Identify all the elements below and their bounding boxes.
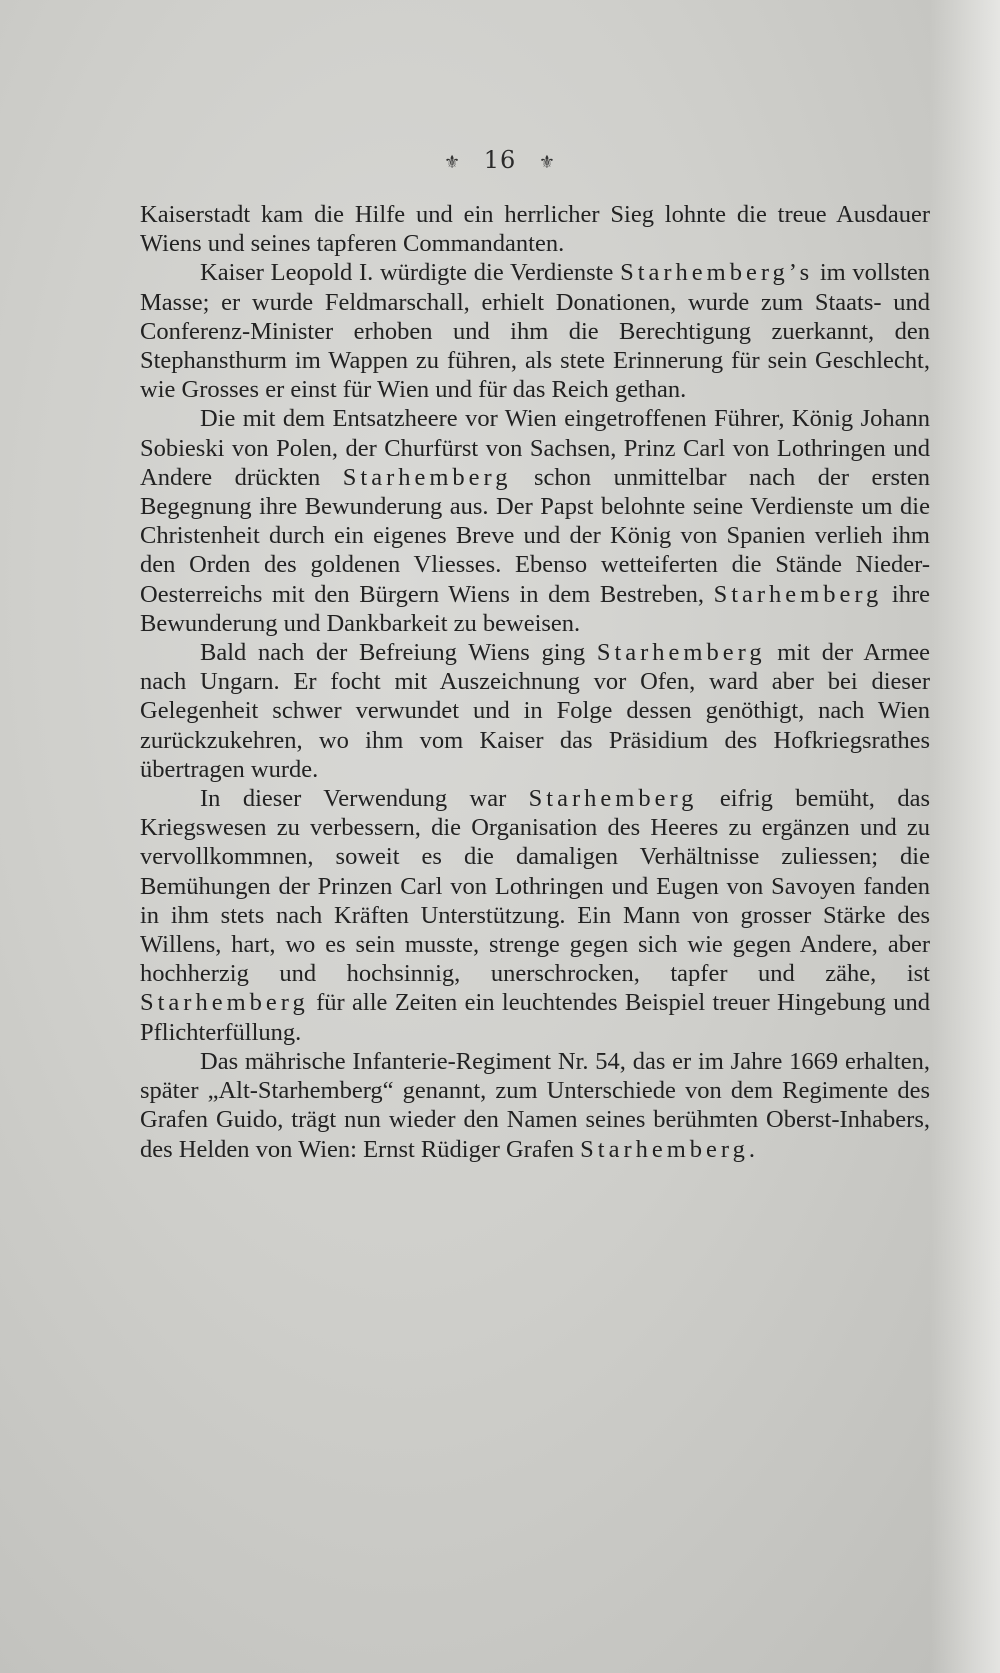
page-header [0,146,1000,174]
name-emphasis: Starhemberg’s [620,259,814,287]
ornament-left-icon: ⚜ [443,152,462,173]
name-emphasis: Starhemberg [580,1135,749,1163]
paragraph-text: ihre Bewunderung und Dankbarkeit zu beweisen. [140,580,930,637]
name-emphasis: Starhemberg [342,463,512,491]
paragraph [140,258,930,404]
paragraph [140,200,930,258]
paragraph-text: für alle Zeiten ein leuchtendes Beispiel treuer Hingebung und Pflichterfüllung. [140,989,930,1046]
paragraph-text: im vollsten Masse; er wurde Feldmarschall, erhielt Donationen, wurde zum Staats- und Conferenz-Minister erhoben und ihm die Berechtigung zuerkannt, den Stephansthurm im Wappen zu führen, als stete Erinnerung für sein Geschlecht, wie Grosses er einst für Wien und für das Reich gethan. [140,259,930,404]
page-number: 16 [483,146,517,174]
paragraph-text: schon unmittelbar nach der ersten Begegnung ihre Bewunderung aus. Der Papst belohnte seine Verdienste um die Christenheit durch ein eigenes Breve und der König von Spanien verlieh ihm den Orden des goldenen Vliesses. Ebenso wetteiferten die Stände Nieder-Oesterreichs mit den Bürgern Wiens in dem Bestreben, [140,463,930,608]
name-emphasis: Starhemberg [713,580,883,608]
paragraph-text: eifrig bemüht, das Kriegswesen zu verbessern, die Organisation des Heeres zu ergänzen und zu vervollkommnen, soweit es die damaligen Verhältnisse zuliessen; die Bemühungen der Prinzen Carl von Lothringen und Eugen von Savoyen fanden in ihm stets nach Kräften Unterstützung. Ein Mann von grosser Stärke des Willens, hart, wo es sein musste, strenge gegen sich wie gegen Andere, aber hochherzig und hochsinnig, unerschrocken, tapfer und zähe, ist [140,785,930,988]
paragraph-text: In dieser Verwendung war [200,785,529,813]
paragraph-text: Kaiser Leopold I. würdigte die Verdienste [200,259,621,287]
paragraph-text: mit der Armee nach Ungarn. Er focht mit Auszeichnung vor Ofen, ward aber bei dieser Gelegenheit schwer verwundet und in Folge dessen genöthigt, nach Wien zurückzukehren, wo ihm vom Kaiser das Präsidium des Hofkriegsrathes übertragen wurde. [140,639,930,783]
paragraph [140,638,930,784]
name-emphasis: Starhemberg [528,785,698,813]
paragraph-text: Die mit dem Entsatzheere vor Wien eingetroffenen Führer, König Johann Sobieski von Polen, der Churfürst von Sachsen, Prinz Carl von Lothringen und Andere drückten [140,405,930,491]
name-emphasis: Starhemberg [596,639,766,667]
page-body [140,200,930,1164]
paragraph [140,784,930,1047]
paragraph-text: Bald nach der Befreiung Wiens ging [200,639,597,667]
paragraph [140,1047,930,1164]
ornament-right-icon: ⚜ [538,152,557,173]
paragraph-text: Das mährische Infanterie-Regiment Nr. 54, das er im Jahre 1669 erhalten, später „Alt-Starhemberg“ genannt, zum Unterschiede von dem Regimente des Grafen Guido, trägt nun wieder den Namen seines berühmten Oberst-Inhabers, des Helden von Wien: Ernst Rüdiger Grafen [140,1047,930,1163]
name-emphasis: Starhemberg [140,989,309,1017]
paragraph [140,404,930,638]
paragraph-text: . [748,1135,756,1163]
paragraph-text: Kaiserstadt kam die Hilfe und ein herrlicher Sieg lohnte die treue Ausdauer Wiens und seines tapferen Commandanten. [140,201,930,258]
